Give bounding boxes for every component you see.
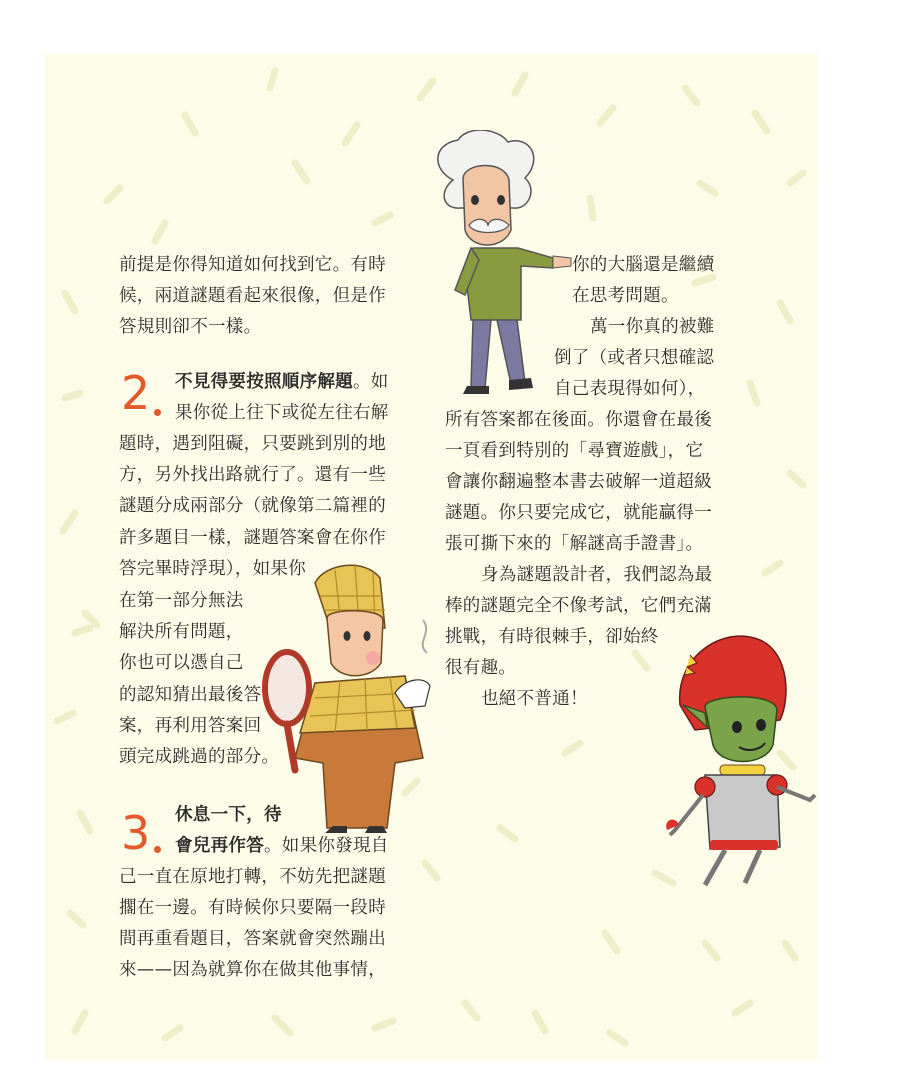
right-line-4: 倒了（或者只想確認 <box>554 348 715 368</box>
tip-2-line-11: 的認知猜出最後答 <box>119 685 262 705</box>
tip-3-bullet <box>154 846 161 853</box>
right-line-7: 一頁看到特別的「尋寶遊戲」，它 <box>445 441 704 461</box>
right-line-2: 在思考問題。 <box>572 286 679 306</box>
tip-2-line-4: 方，另外找出路就行了。還有一些 <box>119 465 386 485</box>
right-line-13: 挑戰，有時很棘手，卻始終 <box>445 627 659 647</box>
tip-3-first-line <box>175 838 389 856</box>
right-line-8: 會讓你翻遍整本書去破解一道超級 <box>445 472 712 492</box>
right-line-14: 很有趣。 <box>445 658 517 678</box>
tip-2-line-2: 果你從上往下或從左往右解 <box>175 403 389 423</box>
tip-3-number: 3 <box>121 806 151 860</box>
intro-line-1: 前提是你得知道如何找到它。有時 <box>119 255 386 275</box>
tip-2-heading: 不見得要按照順序解題 <box>175 372 353 392</box>
right-line-15: 也絕不普通！ <box>481 689 588 709</box>
tip-2-line-5: 謎題分成兩部分（就像第二篇裡的 <box>119 496 386 516</box>
tip-2-line-12: 案，再利用答案回 <box>119 716 262 736</box>
detective-illustration <box>255 558 450 833</box>
tip-2-line-3: 題時，遇到阻礙，只要跳到別的地 <box>119 434 386 454</box>
tip-2-line-13: 頭完成跳過的部分。 <box>119 747 280 767</box>
tip-2-line-1: 。如 <box>353 372 389 392</box>
right-line-10: 張可撕下來的「解謎高手證書」。 <box>445 534 704 554</box>
tip-3-line-4: 間再重看題目，答案就會突然蹦出 <box>119 929 386 949</box>
tip-2-first-line <box>175 374 389 392</box>
tip-2-number: 2 <box>121 366 151 420</box>
intro-line-3: 答規則卻不一樣。 <box>119 317 262 337</box>
tip-2-bullet <box>154 409 161 416</box>
tip-3-line-3: 擱在一邊。有時候你只要隔一段時 <box>119 898 386 918</box>
right-line-11: 身為謎題設計者，我們認為最 <box>481 565 713 585</box>
alien-illustration <box>665 625 817 887</box>
tip-2-line-9: 解決所有問題， <box>119 622 244 642</box>
right-line-3: 萬一你真的被難 <box>590 317 715 337</box>
tip-2-line-7: 答完畢時浮現），如果你 <box>119 559 307 579</box>
tip-2-line-6: 許多題目一樣，謎題答案會在你作 <box>119 528 386 548</box>
page <box>45 53 818 1060</box>
right-line-9: 謎題。你只要完成它，就能贏得一 <box>445 503 712 523</box>
right-line-5: 自己表現得如何）， <box>554 379 706 399</box>
tip-3-line-5: 來——因為就算你在做其他事情， <box>119 960 386 980</box>
right-line-1: 你的大腦還是繼續 <box>572 255 715 275</box>
right-line-12: 棒的謎題完全不像考試，它們充滿 <box>445 596 712 616</box>
intro-line-2: 候，兩道謎題看起來很像，但是作 <box>119 286 386 306</box>
tip-3-heading-line-1: 休息一下，待 <box>175 805 282 825</box>
tip-3-line-2: 己一直在原地打轉，不妨先把謎題 <box>119 867 386 887</box>
tip-2-line-8: 在第一部分無法 <box>119 591 244 611</box>
tip-3-line-1: 。如果你發現自 <box>264 836 389 856</box>
tip-3-heading-line-2: 會兒再作答 <box>175 836 264 856</box>
tip-2-line-10: 你也可以憑自己 <box>119 653 244 673</box>
right-line-6: 所有答案都在後面。你還會在最後 <box>445 410 712 430</box>
